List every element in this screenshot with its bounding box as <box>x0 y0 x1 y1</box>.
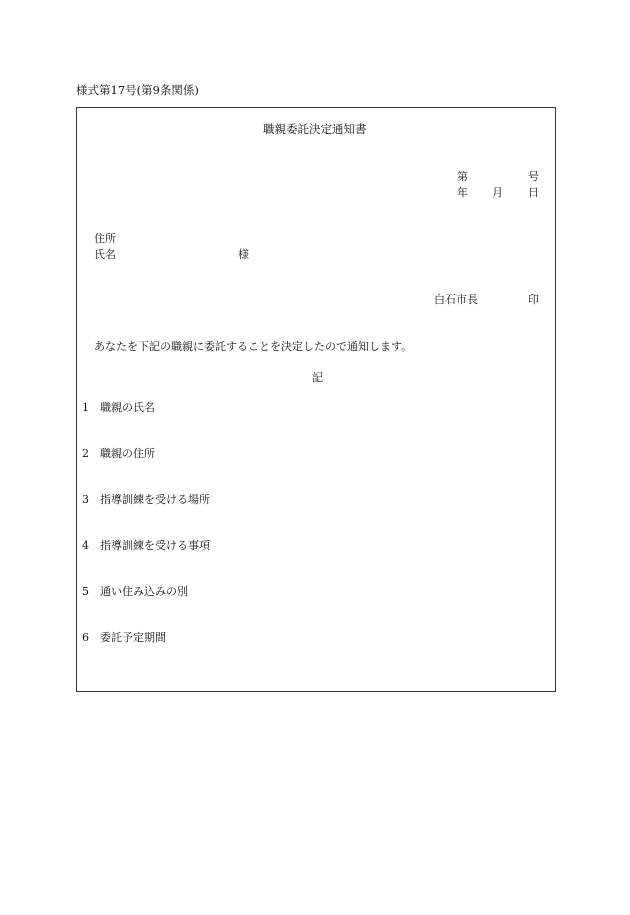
list-item <box>82 586 188 597</box>
list-item <box>82 402 155 413</box>
date-month: 月 <box>492 186 503 199</box>
item-number: 3 <box>82 493 89 506</box>
item-number: 4 <box>82 539 89 552</box>
date-year: 年 <box>457 186 468 199</box>
item-label: 指導訓練を受ける場所 <box>100 493 210 506</box>
doc-number-dai: 第 <box>457 170 468 183</box>
item-number: 1 <box>82 401 89 414</box>
name-label: 氏名 <box>94 248 116 261</box>
list-item <box>82 632 166 643</box>
item-number: 6 <box>82 631 89 644</box>
ki-heading: 記 <box>312 371 323 384</box>
sender-name: 白石市長 <box>434 293 478 306</box>
address-label: 住所 <box>94 232 116 245</box>
document-frame <box>76 107 556 692</box>
date-day: 日 <box>528 186 539 199</box>
item-number: 5 <box>82 585 89 598</box>
item-label: 委託予定期間 <box>100 631 166 644</box>
item-label: 指導訓練を受ける事項 <box>100 539 210 552</box>
item-label: 通い住み込みの別 <box>100 585 188 598</box>
list-item <box>82 494 210 505</box>
document-title: 職親委託決定通知書 <box>263 122 367 136</box>
doc-number-go: 号 <box>528 170 539 183</box>
list-item <box>82 448 155 459</box>
honorific: 様 <box>238 248 249 261</box>
item-label: 職親の住所 <box>100 447 155 460</box>
seal-mark: 印 <box>528 293 539 306</box>
form-number: 様式第17号(第9条関係) <box>76 83 199 97</box>
item-number: 2 <box>82 447 89 460</box>
list-item <box>82 540 210 551</box>
item-label: 職親の氏名 <box>100 401 155 414</box>
body-text: あなたを下記の職親に委託することを決定したので通知します。 <box>94 340 413 353</box>
